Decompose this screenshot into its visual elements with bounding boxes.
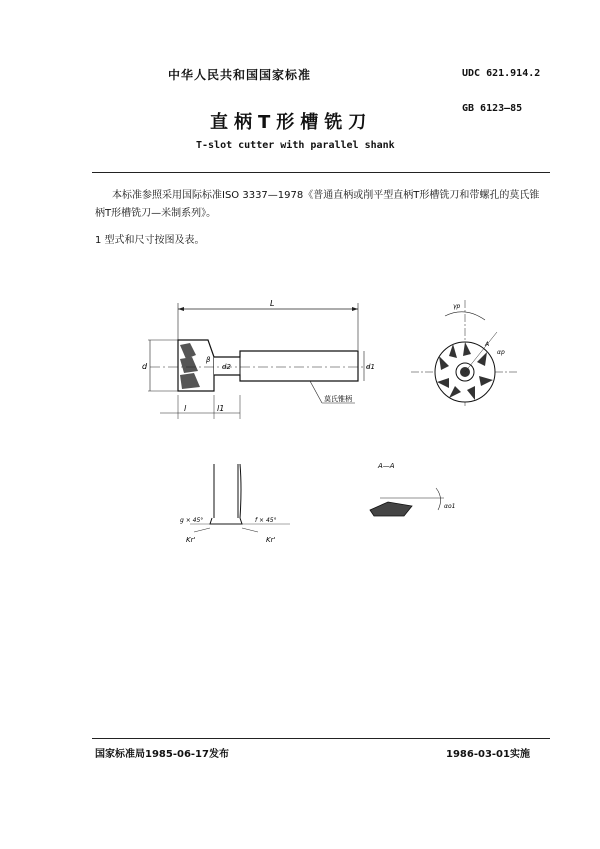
section-mark-A: A [485, 341, 490, 348]
cutter-side-view-drawing [130, 295, 380, 425]
g-chamfer-label: g × 45° [180, 517, 204, 524]
shank-label: 莫氏锥柄 [324, 395, 352, 403]
section-1-heading: 1 型式和尺寸按图及表。 [95, 235, 205, 246]
gamma-label: γp [453, 303, 461, 310]
tooth-profile-drawing [180, 458, 305, 553]
intro-line-1: 本标准参照采用国际标准ISO 3337—1978《普通直柄或削平型直柄T形槽铣刀和带螺孔的莫氏锥 [112, 190, 540, 201]
document-title-en: T-slot cutter with parallel shank [196, 140, 395, 151]
dim-L-label: L [270, 299, 275, 308]
document-title-zh: 直柄T形槽铣刀 [210, 112, 373, 133]
kr-left-label: Kr' [186, 536, 196, 544]
cutter-end-view-drawing [405, 296, 525, 416]
udc-code: UDC 621.914.2 [462, 68, 541, 79]
national-standard-header: 中华人民共和国国家标准 [168, 68, 312, 82]
gb-number: GB 6123—85 [462, 103, 523, 114]
section-aa-label: A—A [378, 462, 395, 470]
dim-d-label: d [142, 362, 148, 371]
section-aa-drawing [360, 458, 470, 528]
issue-date: 国家标准局1985-06-17发布 [95, 749, 229, 760]
effective-date: 1986-03-01实施 [446, 749, 530, 760]
dim-d1-label: d1 [366, 363, 375, 371]
intro-line-2: 柄T形槽铣刀—米制系列》。 [95, 208, 217, 219]
beta-label: β [206, 356, 211, 364]
alpha-label: αp [497, 349, 505, 356]
dim-l1-label: l1 [217, 404, 225, 413]
dim-l-label: l [184, 404, 187, 413]
top-rule [92, 172, 550, 173]
alpha-side-label: αo1 [444, 503, 456, 510]
kr-right-label: Kr' [266, 536, 276, 544]
cutter-shank [214, 351, 358, 381]
dim-d2-label: d2 [222, 363, 231, 371]
f-chamfer-label: f × 45° [255, 517, 277, 524]
bottom-rule [92, 738, 550, 739]
